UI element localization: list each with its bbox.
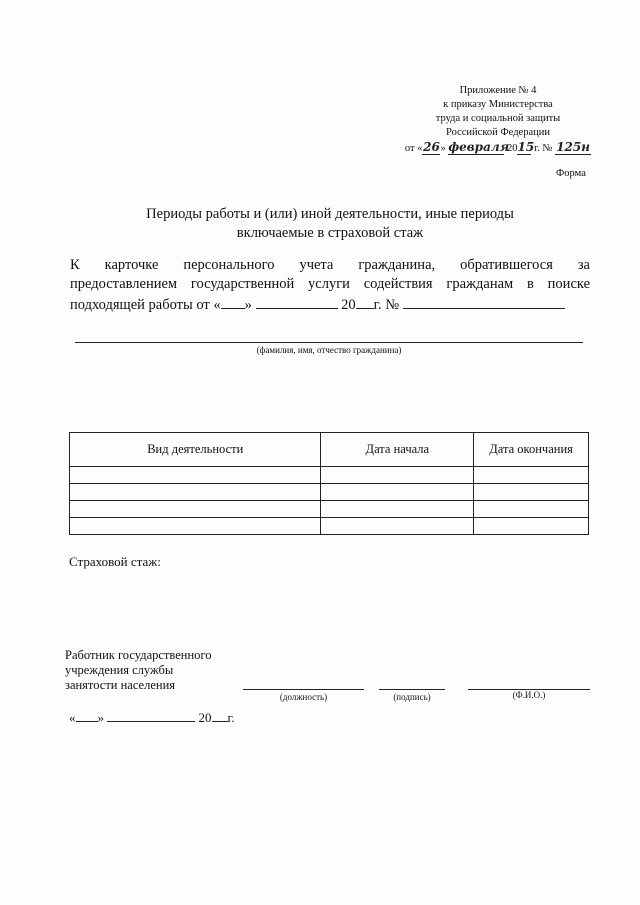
intro-line-1: К карточке персонального учета гражданина, обратившегося за [70, 257, 590, 273]
intro-line-3-start: подходящей работы от « [70, 297, 221, 313]
intro-line-3 [70, 294, 590, 315]
signature-date-open: « [69, 710, 76, 725]
table-cell[interactable] [474, 484, 589, 501]
intro-line-3-mid1: » [244, 297, 252, 313]
approval-date-day: 26 [423, 140, 440, 154]
intro-number-blank [403, 294, 565, 309]
table-cell[interactable] [474, 518, 589, 535]
approval-year-prefix: 20 [506, 143, 518, 154]
approval-date-month: февраля [448, 140, 510, 154]
approval-date-suffix: г. № [534, 143, 553, 154]
signature-date-close: » [97, 710, 104, 725]
signature-line [379, 689, 445, 690]
signature-month-blank [107, 708, 195, 722]
table-cell[interactable] [321, 501, 474, 518]
approval-date-mid: » [440, 143, 446, 154]
intro-paragraph [70, 256, 590, 315]
table-row [70, 467, 589, 484]
citizen-name-caption: (фамилия, имя, отчество гражданина) [256, 345, 402, 355]
title-line-2: включаемые в страховой стаж [236, 225, 424, 241]
table-row [70, 501, 589, 518]
intro-day-blank [221, 294, 245, 309]
approval-date-year: 15 [517, 140, 535, 154]
position-line [243, 689, 364, 690]
signature-date-suffix: г. [227, 710, 235, 725]
table-cell[interactable] [474, 467, 589, 484]
document-title [70, 205, 590, 243]
approval-line-2: к приказу Министерства [443, 99, 553, 110]
approval-line-3: труда и социальной защиты [435, 113, 561, 124]
table-cell[interactable] [70, 484, 321, 501]
table-header-row [70, 433, 589, 467]
header-start-date: Дата начала [321, 433, 474, 467]
form-label: Форма [556, 168, 586, 179]
citizen-name-line [75, 342, 583, 343]
table-row [70, 484, 589, 501]
employee-line-1: Работник государственного [65, 648, 212, 662]
signature-date-year: 20 [198, 710, 212, 725]
table-cell[interactable] [321, 518, 474, 535]
employee-line-3: занятости населения [65, 678, 176, 692]
signature-date-line [69, 708, 235, 726]
full-name-caption: (Ф.И.О.) [512, 690, 546, 700]
insurance-record-label: Страховой стаж: [69, 554, 161, 569]
approval-date-prefix: от « [404, 143, 423, 154]
approval-date-line [398, 140, 598, 156]
table-cell[interactable] [321, 467, 474, 484]
signature-day-blank [76, 708, 98, 722]
intro-line-3-end: г. № [373, 297, 400, 313]
table-row [70, 518, 589, 535]
intro-month-blank [256, 294, 338, 309]
position-caption: (должность) [279, 692, 328, 702]
table-cell[interactable] [70, 518, 321, 535]
table-cell[interactable] [321, 484, 474, 501]
table-cell[interactable] [474, 501, 589, 518]
employee-block [65, 648, 211, 693]
intro-line-2: предоставлением государственной услуги содействия гражданам в поиске [70, 276, 590, 292]
table-cell[interactable] [70, 467, 321, 484]
approval-line-4: Российской Федерации [446, 127, 550, 138]
table-cell[interactable] [70, 501, 321, 518]
title-line-1: Периоды работы и (или) иной деятельности, иные периоды [146, 206, 514, 222]
approval-order-number: 125н [556, 140, 590, 154]
intro-line-3-mid2: 20 [341, 297, 356, 313]
approval-block [398, 84, 598, 156]
header-end-date: Дата окончания [474, 433, 589, 467]
signature-year-blank [212, 708, 228, 722]
employee-line-2: учреждения службы [65, 663, 174, 677]
approval-line-1: Приложение № 4 [459, 85, 537, 96]
intro-year-blank [356, 294, 374, 309]
header-activity-type: Вид деятельности [70, 433, 321, 467]
periods-table [69, 432, 589, 535]
signature-caption: (подпись) [393, 692, 431, 702]
